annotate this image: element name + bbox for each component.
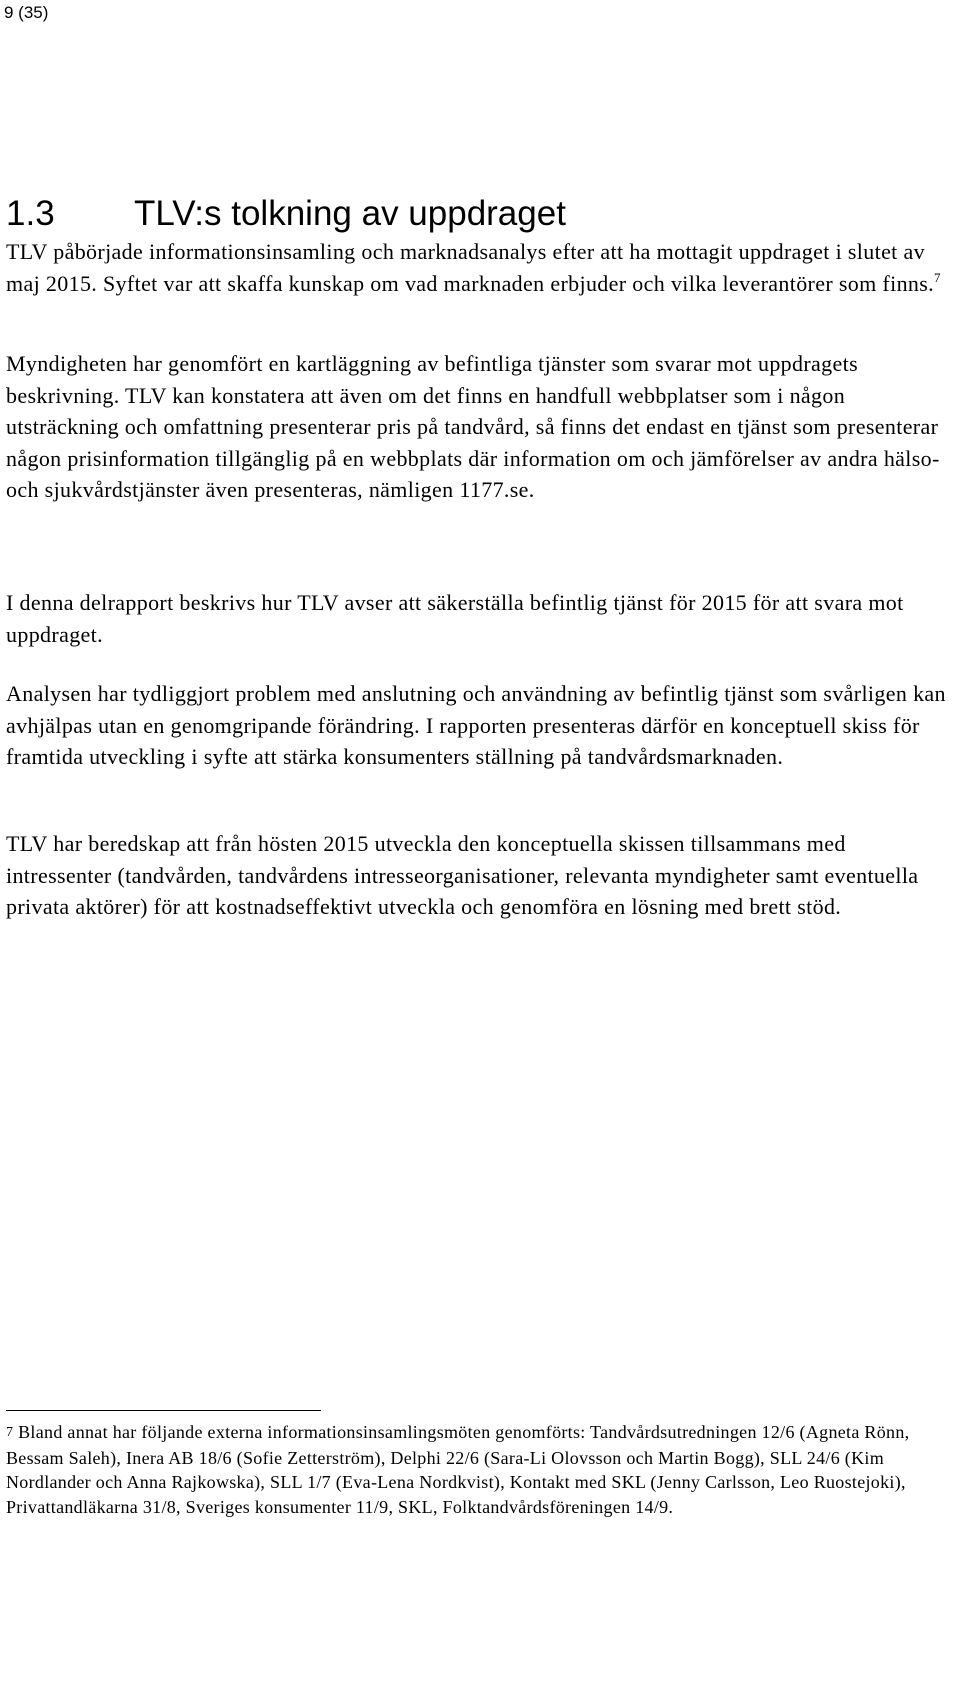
paragraph-1-text: TLV påbörjade informationsinsamling och marknadsanalys efter att ha mottagit uppdraget i slutet av maj 2015. Syftet var att skaffa kunskap om vad marknaden erbjuder och vilka leverantörer som finns. (6, 239, 935, 296)
paragraph-3: I denna delrapport beskrivs hur TLV avser att säkerställa befintlig tjänst för 2015 för att svara mot uppdraget. (6, 590, 904, 647)
footnote (6, 1420, 951, 1519)
footnote-divider (6, 1410, 321, 1411)
section-heading (6, 193, 566, 235)
page-number: 9 (35) (4, 3, 49, 22)
section-title: TLV:s tolkning av uppdraget (134, 194, 566, 233)
footnote-reference[interactable]: 7 (934, 269, 941, 285)
paragraph-4: Analysen har tydliggjort problem med anslutning och användning av befintlig tjänst som svårligen kan avhjälpas utan en genomgripande förändring. I rapporten presenteras därför en konceptuell skiss för framtida utveckling i syfte att stärka konsumenters ställning på tandvårdsmarknaden. (6, 681, 946, 769)
paragraph-5: TLV har beredskap att från hösten 2015 utveckla den konceptuella skissen tillsammans med intressenter (tandvården, tandvårdens intresseorganisationer, relevanta myndigheter samt eventuella privata aktörer) för att kostnadseffektivt utveckla och genomföra en lösning med brett stöd. (6, 831, 919, 919)
footnote-marker: 7 (6, 1425, 14, 1440)
paragraph-2: Myndigheten har genomfört en kartläggning av befintliga tjänster som svarar mot uppdragets beskrivning. TLV kan konstatera att även om det finns en handfull webbplatser som i någon utsträckning och omfattning presenterar pris på tandvård, så finns det endast en tjänst som presenterar någon prisinformation tillgänglig på en webbplats där information om och jämförelser av andra hälso- och sjukvårdstjänster även presenteras, nämligen 1177.se. (6, 351, 940, 502)
paragraph-1 (6, 236, 951, 299)
section-number: 1.3 (6, 194, 55, 233)
footnote-text: Bland annat har följande externa informationsinsamlingsmöten genomförts: Tandvårdsutredningen 12/6 (Agneta Rönn, Bessam Saleh), Inera AB 18/6 (Sofie Zetterström), Delphi 22/6 (Sara-Li Olovsson och Martin Bogg), SLL 24/6 (Kim Nordlander och Anna Rajkowska), SLL 1/7 (Eva-Lena Nordkvist), Kontakt med SKL (Jenny Carlsson, Leo Ruostejoki), Privattandläkarna 31/8, Sveriges konsumenter 11/9, SKL, Folktandvårdsföreningen 14/9. (6, 1422, 910, 1517)
